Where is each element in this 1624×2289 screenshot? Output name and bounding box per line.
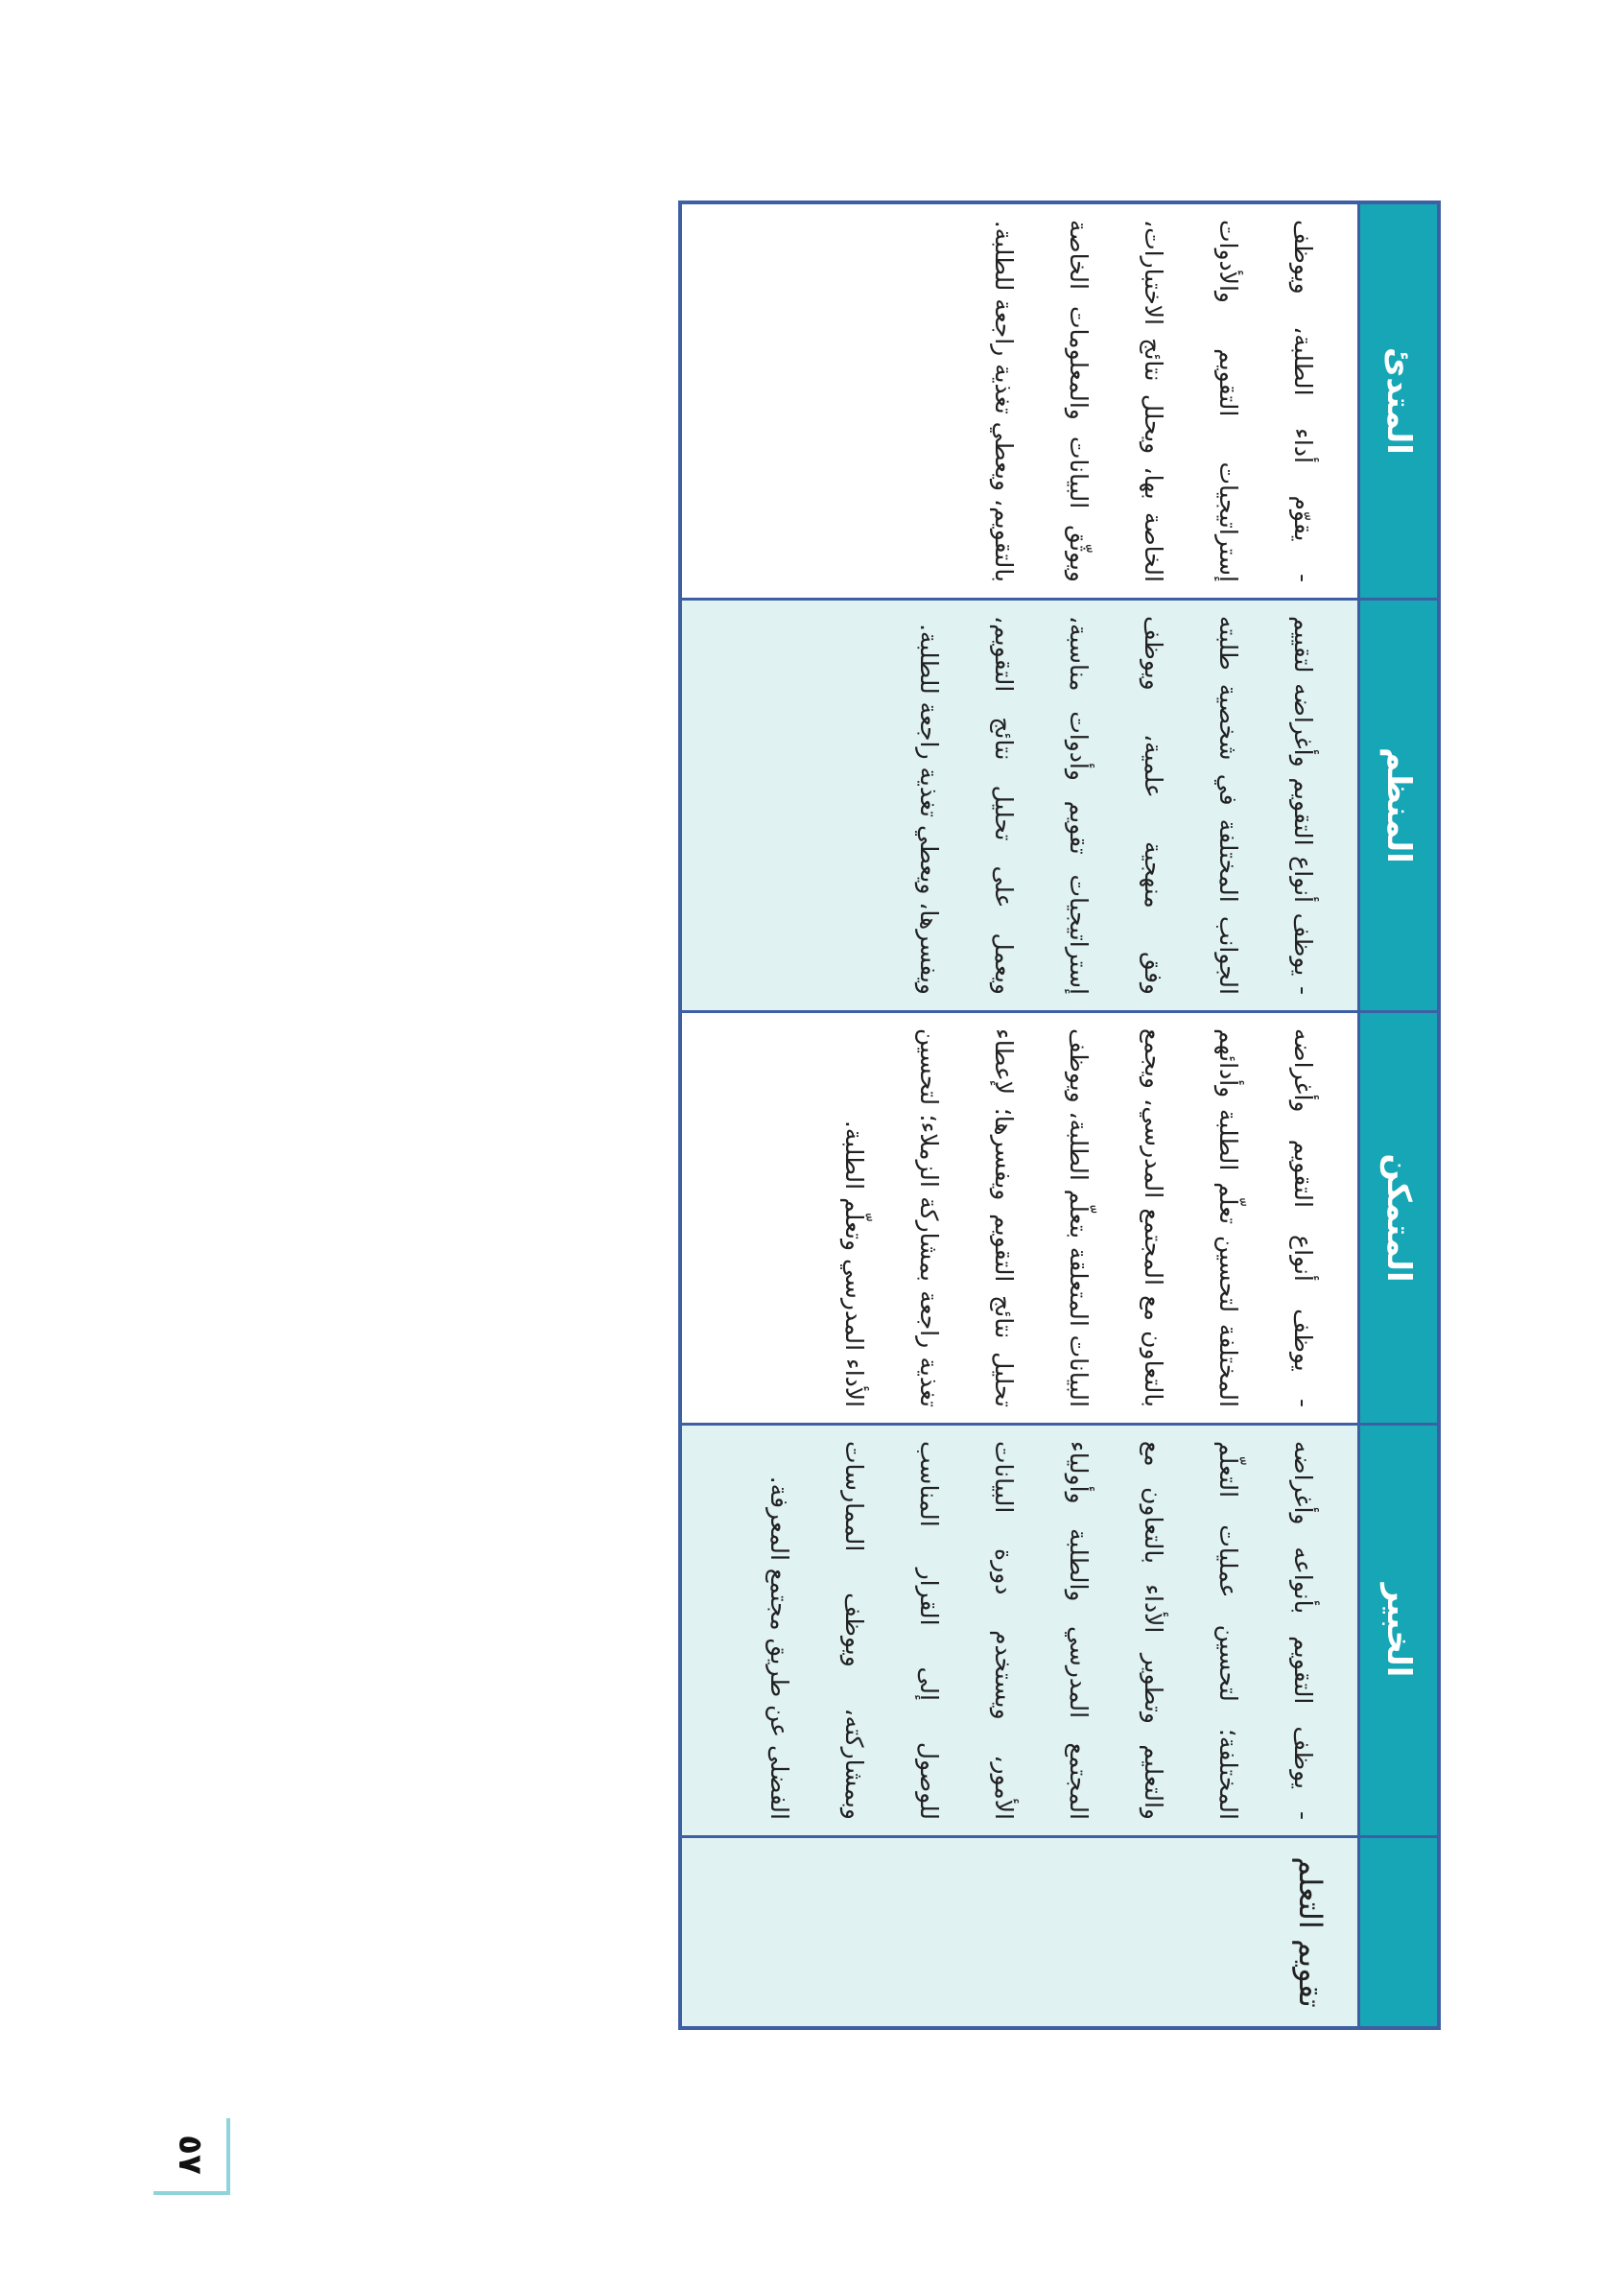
header-empty xyxy=(1360,1835,1437,2026)
cell-expert: - يوظف التقويم بأنواعه وأغراضه المختلفة؛ لتحسين عمليات التعلّم والتعليم وتطوير الأداء بالتعاون مع المجتمع المدرسي والطلبة وأولياء الأمور، ويستخدم دورة البيانات للوصول إلى القرار المناسب وبمشاركته، ويوظف الممارسات الفضلى عن طريق مجتمع المعرفة. xyxy=(682,1423,1360,1835)
row-title-learning-assessment: تقويم التعلم xyxy=(682,1835,1360,2026)
cell-proficient: - يوظف أنواع التقويم وأغراضه المختلفة لتحسين تعلّم الطلبة وأدائهم بالتعاون مع المجتمع المدرسي، ويجمع البيانات المتعلقة بتعلّم الطلبة، ويوظف تحليل نتائج التقويم ويفسرها؛ لإعطاء تغذية راجعة بمشاركة الزملاء؛ لتحسين الأداء المدرسي وتعلّم الطلبة. xyxy=(682,1010,1360,1423)
header-expert: الخبير xyxy=(1360,1423,1437,1835)
assessment-rubric-table xyxy=(678,201,1441,2030)
header-organized: المنظم xyxy=(1360,598,1437,1010)
header-novice: المتدئ xyxy=(1360,204,1437,598)
page-number: ٥٧ xyxy=(170,2135,209,2175)
cell-novice: - يقوّم أداء الطلبة، ويوظف إستراتيجيات التقويم والأدوات الخاصة بها، ويحلل نتائج الاختبارات، ويوثّق البيانات والمعلومات الخاصة بالتقويم، ويعطي تغذية راجعة للطلبة. xyxy=(682,204,1360,598)
page-number-box xyxy=(153,2118,230,2195)
cell-organized: - يوظف أنواع التقويم وأغراضه لتقييم الجوانب المختلفة في شخصية طلبته وفق منهجية علمية، ويوظف إستراتيجيات تقويم وأدوات مناسبة، ويعمل على تحليل نتائج التقويم، ويفسرها، ويعطي تغذية راجعة للطلبة. xyxy=(682,598,1360,1010)
header-proficient: المتمكن xyxy=(1360,1010,1437,1423)
